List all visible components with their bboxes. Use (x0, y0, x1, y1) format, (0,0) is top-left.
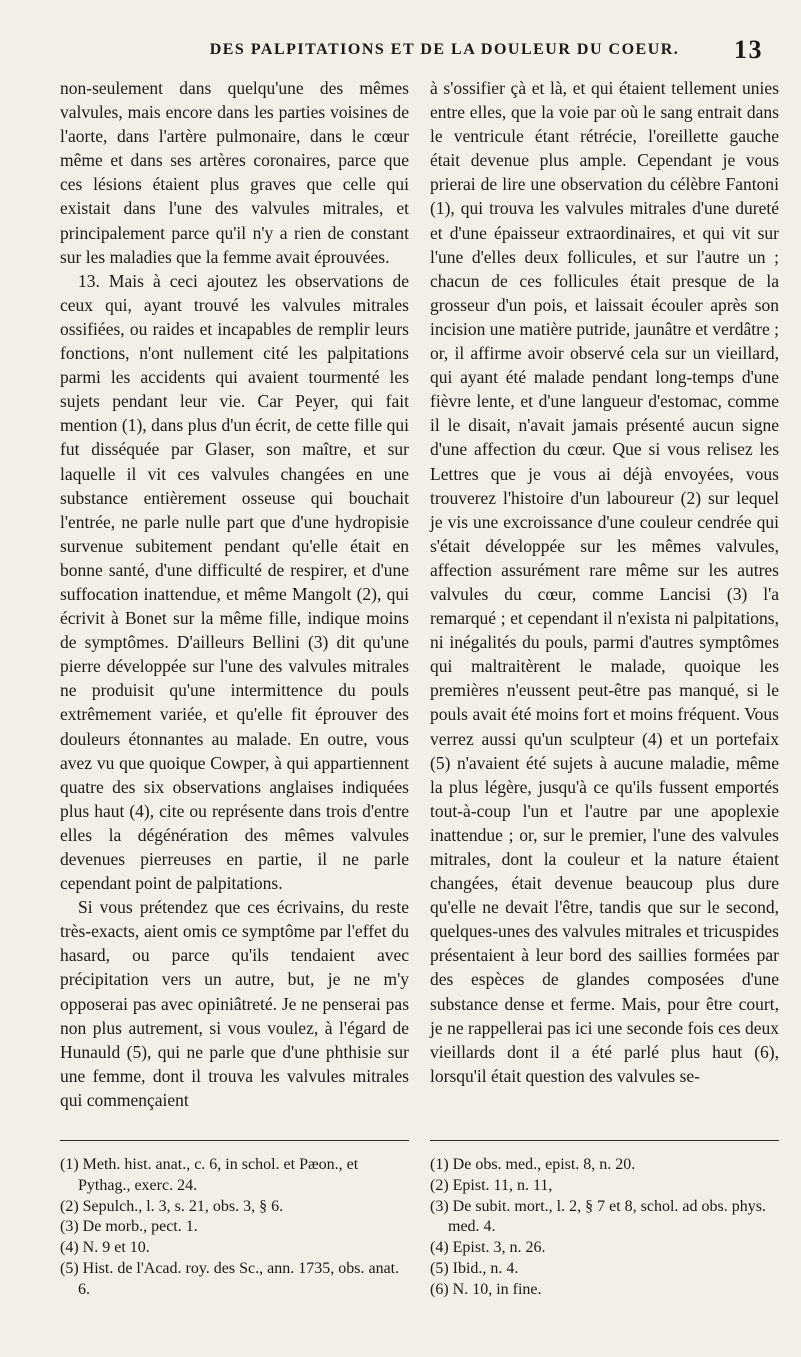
footnotes-left (60, 1155, 409, 1301)
left-column (60, 76, 409, 1112)
paragraph: Si vous prétendez que ces écrivains, du reste très-exacts, aient omis ce symptôme par l'effet du hasard, ou parce qu'ils tendaient avec précipitation vers un autre, but, je ne m'y opposerai pas avec opiniâtreté. Je ne penserai pas non plus autrement, si vous voulez, à l'égard de Hunauld (5), qui ne parle que d'une phthisie sur une femme, dont il trouva les valvules mitrales qui commençaient (60, 897, 409, 1110)
footnote: (6) N. 10, in fine. (430, 1280, 542, 1298)
footnote: (3) De morb., pect. 1. (60, 1218, 198, 1236)
body-columns (60, 76, 779, 1112)
footnote: (4) Epist. 3, n. 26. (430, 1239, 546, 1257)
footnote-separator (60, 1140, 779, 1141)
footnotes (60, 1155, 779, 1301)
footnote: (2) Sepulch., l. 3, s. 21, obs. 3, § 6. (60, 1197, 284, 1215)
footnote-rule-right (430, 1140, 779, 1141)
paragraph: 13. Mais à ceci ajoutez les observations de ceux qui, ayant trouvé les valvules mitrales ossifiées, ou raides et incapables de remplir leurs fonctions, n'ont nullement cité les palpitations parmi les accidents qui avaient tourmenté les sujets pendant leur vie. Car Peyer, qui fait mention (1), dans plus d'un écrit, de cette fille qui fut disséquée par Glaser, son maître, et sur laquelle il vit ces valvules changées en une substance entièrement osseuse qui bouchait l'entrée, ne parle nulle part que d'une hydropisie survenue subitement pendant qu'elle était en bonne santé, d'une difficulté de respirer, et d'une suffocation inattendue, et même Mangolt (2), qui écrivit à Bonet sur la même fille, indique moins de symptômes. D'ailleurs Bellini (3) dit qu'une pierre développée sur l'une des valvules mitrales ne produisit qu'une intermittence du pouls extrêmement variée, et qu'elle fit éprouver des douleurs étonnantes au malade. En outre, vous avez vu que quoique Cowper, à qui appartiennent quatre des six observations anglaises indiquées plus haut (4), cite ou représente dans trois d'entre elles la dégénération des mêmes valvules devenues pierreuses en partie, il ne parle cependant point de palpitations. (60, 270, 409, 894)
running-head-title: DES PALPITATIONS ET DE LA DOULEUR DU COEUR. (209, 41, 680, 58)
footnote: (4) N. 9 et 10. (60, 1239, 150, 1257)
footnotes-right (430, 1155, 779, 1301)
right-column (430, 76, 779, 1112)
footnote: (3) De subit. mort., l. 2, § 7 et 8, schol. ad obs. phys. med. 4. (430, 1197, 766, 1236)
footnote: (5) Ibid., n. 4. (430, 1260, 519, 1278)
page-number: 13 (734, 35, 763, 64)
footnote: (5) Hist. de l'Acad. roy. des Sc., ann. 1735, obs. anat. 6. (60, 1260, 400, 1298)
footnote: (1) Meth. hist. anat., c. 6, in schol. et Pæon., et Pythag., exerc. 24. (60, 1156, 359, 1194)
paragraph: à s'ossifier çà et là, et qui étaient tellement unies entre elles, que la voie par où le sang entrait dans le ventricule étant rétrécie, l'oreillette gauche était devenue plus ample. Cependant je vous prierai de lire une observation du célèbre Fantoni (1), qui trouva les valvules mitrales d'une dureté et d'une épaisseur extraordinaires, et qui vit sur l'une d'elles deux follicules, et sur l'autre un ; chacun de ces follicules était presque de la grosseur d'un pois, et laissait écouler après son incision une matière putride, jaunâtre et verdâtre ; or, il affirme avoir observé cela sur un vieillard, qui ayant été malade pendant long-temps d'une fièvre lente, et d'une langueur d'estomac, comme il le disait, n'avait jamais présenté aucun signe d'une affection du cœur. Que si vous relisez les Lettres que je vous ai déjà envoyées, vous trouverez l'histoire d'un laboureur (2) sur lequel je vis une excroissance d'une couleur cendrée qui s'était développée sur les mêmes valvules, affection assurément rare même sur les autres valvules du cœur, comme Lancisi (3) l'a remarqué ; et cependant il n'exista ni palpitations, ni inégalités du pouls, parmi d'autres symptômes qui maltraitèrent le malade, quoique les premières n'eussent peut-être pas manqué, si le pouls avait été moins fort et moins fréquent. Vous verrez aussi qu'un sculpteur (4) et un portefaix (5) n'avaient été sujets à aucune maladie, même la plus légère, jusqu'à ce qu'ils fussent emportés tout-à-coup l'un et l'autre par une apoplexie inattendue ; or, sur le premier, l'une des valvules mitrales, dont la couleur et la nature étaient changées, était devenue beaucoup plus dure qu'elle ne devait l'être, tandis que sur le second, quelques-unes des valvules mitrales et tricuspides présentaient à leur bord des saillies formées par des espèces de glandes composées d'une substance dense et ferme. Mais, pour être court, je ne rappellerai pas ici une seconde fois ces deux vieillards dont il a été parlé plus haut (6), lorsqu'il était question des valvules se- (430, 78, 779, 1086)
footnote: (2) Epist. 11, n. 11, (430, 1176, 553, 1194)
footnote: (1) De obs. med., epist. 8, n. 20. (430, 1156, 636, 1174)
paragraph: non-seulement dans quelqu'une des mêmes valvules, mais encore dans les parties voisines de l'aorte, dans l'artère pulmonaire, dans le cœur même et dans ses artères coronaires, parce que ces lésions étaient plus graves que celle qui existait dans l'une des valvules mitrales, et principalement parce qu'il n'y a rien de constant sur les maladies que la femme avait éprouvées. (60, 78, 409, 267)
running-head (60, 30, 779, 70)
footnote-rule-left (60, 1140, 409, 1141)
